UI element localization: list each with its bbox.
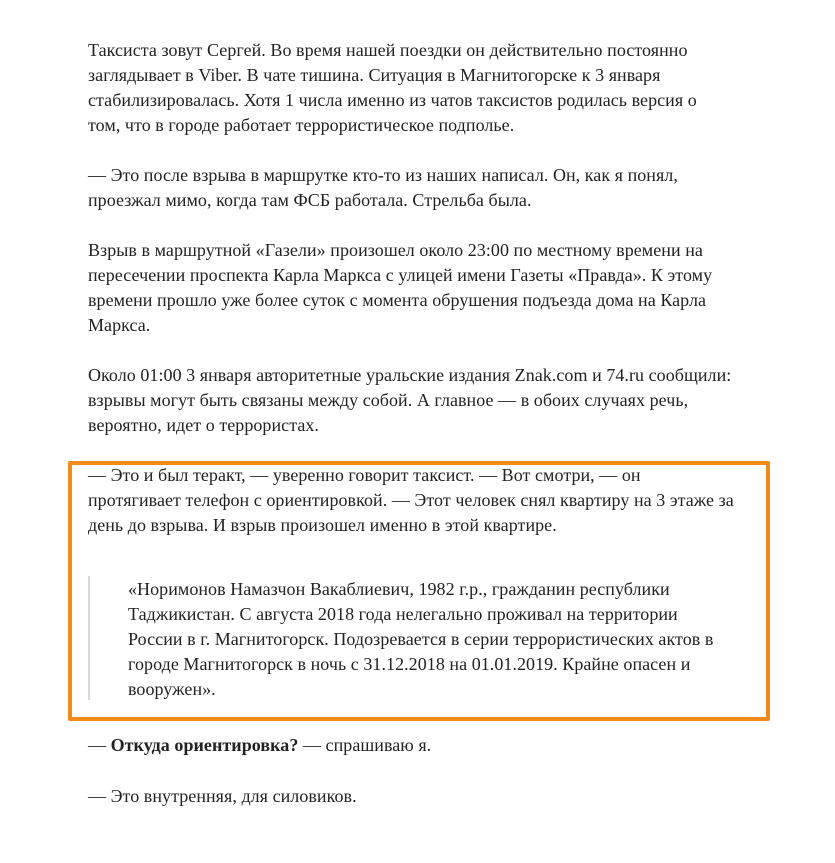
- paragraph-gazelle-explosion: Взрыв в маршрутной «Газели» произошел около 23:00 по местному времени на пересечении проспекта Карла Маркса с улицей имени Газеты «Правда». К этому времени прошло уже более суток с момента обрушения подъезда дома на Карла Маркса.: [88, 240, 713, 335]
- paragraph-terror-attack: — Это и был теракт, — уверенно говорит таксист. — Вот смотри, — он протягивает телефон с ориентировкой. — Этот человек снял квартиру на 3 этаже за день до взрыва. И взрыв произошел именно в этой квартире.: [88, 465, 734, 535]
- question-bold: Откуда ориентировка?: [110, 735, 299, 755]
- question-dash: —: [88, 735, 111, 755]
- paragraph-explosion-message: — Это после взрыва в маршрутке кто-то из наших написал. Он, как я понял, проезжал мимо, когда там ФСБ работала. Стрельба была.: [88, 165, 678, 210]
- paragraph-question: [88, 733, 728, 758]
- paragraph-taxi-driver: Таксиста зовут Сергей. Во время нашей поездки он действительно постоянно заглядывает в Viber. В чате тишина. Ситуация в Магнитогорске к 3 января стабилизировалась. Хотя 1 числа именно из чатов таксистов родилась версия о том, что в городе работает террористическое подполье.: [88, 40, 697, 135]
- question-rest: — спрашиваю я.: [298, 735, 432, 755]
- quote-text: «Норимонов Намазчон Вакаблиевич, 1982 г.р., гражданин республики Таджикистан. С августа 2018 года нелегально проживал на территории России в г. Магнитогорск. Подозревается в серии террористических актов в городе Магнитогорск в ночь с 31.12.2018 на 01.01.2019. Крайне опасен и вооружен».: [128, 579, 714, 699]
- paragraph-internal-answer: — Это внутренняя, для силовиков.: [88, 786, 357, 806]
- paragraph-ural-media: Около 01:00 3 января авторитетные уральские издания Znak.com и 74.ru сообщили: взрывы могут быть связаны между собой. А главное — в обоих случаях речь, вероятно, идет о террористах.: [88, 365, 732, 435]
- highlight-box: [68, 461, 770, 721]
